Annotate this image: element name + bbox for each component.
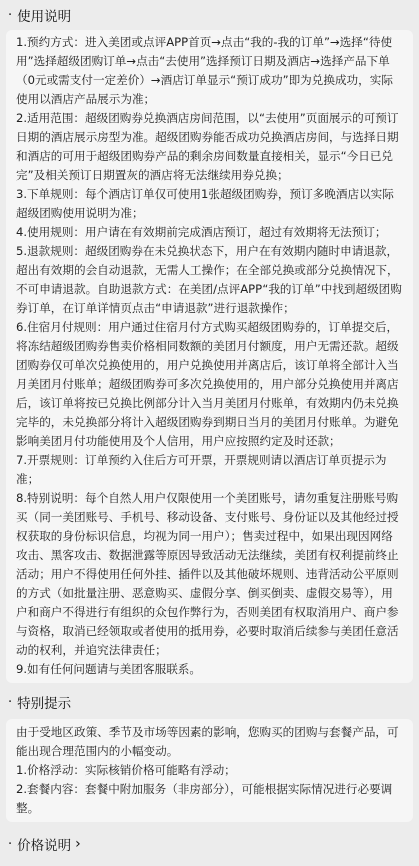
usage-item-6: 6.住宿月付规则：用户通过住宿月付方式购买超级团购券的，订单提交后，将冻结超级团购券售卖价格相同数额的美团月付额度，用户无需还款。超级团购券仅可单次兑换使用的，用户兑换使用并离店后，该订单将全部计入当月美团月付账单；超级团购券可多次兑换使用的，用户部分兑换使用并离店后，该订单将按已兑换比例部分计入当月美团月付账单，有效期内仍未兑换完毕的，未兑换部分将计入超级团购券到期日当月的美团月付账单。为避免影响美团月付功能使用及个人信用，用户应按照约定及时还款；: [16, 320, 399, 448]
tips-card: [6, 719, 413, 822]
tips-bullet-dot: ·: [8, 694, 13, 710]
usage-item-7: 7.开票规则：订单预约入住后方可开票，开票规则请以酒店订单页提示为准；: [16, 453, 387, 486]
price-title: 价格说明: [17, 838, 72, 854]
tips-intro: 由于受地区政策、季节及市场等因素的影响，您购买的团购与套餐产品，可能出现合理范围内的小幅变动。: [16, 725, 399, 758]
usage-bullet-dot: ·: [8, 7, 13, 23]
usage-item-5: 5.退款规则：超级团购券在未兑换状态下，用户在有效期内随时申请退款，超出有效期的会自动退款，无需人工操作；在全部兑换或部分兑换情况下，不可申请退款。自助退款方式：在美团/点评APP“我的订单”中找到超级团购券订单，在订单详情页点击“申请退款”进行退款操作；: [16, 244, 402, 315]
price-bullet-dot: ·: [8, 836, 13, 852]
usage-item-2: 2.适用范围：超级团购券兑换酒店房间范围，以“去使用”页面展示的可预订日期的酒店展示房型为准。超级团购券能否成功兑换酒店房间，与选择日期和酒店的可用于超级团购券产品的剩余房间数量直接相关，显示“今日已兑完”及相关预订日期置灰的酒店将无法继续用券兑换；: [16, 111, 399, 182]
usage-item-8: 8.特别说明：每个自然人用户仅限使用一个美团账号，请勿重复注册账号购买（同一美团账号、手机号、移动设备、支付账号、身份证以及其他经过授权获取的身份标识信息，均视为同一用户）；售卖过程中，如果出现因网络攻击、黑客攻击、数据泄露等原因导致活动无法继续，美团有权利提前终止活动；用户不得使用任何外挂、插件以及其他破坏规则、违背活动公平原则的方式（如批量注册、恶意购买、虚假分享、倒买倒卖、虚假交易等），用户和商户不得进行有组织的众包作弊行为，否则美团有权取消用户、商户参与资格，取消已经领取或者使用的抵用券，必要时取消后续参与美团任意活动的权利，并追究法律责任；: [16, 491, 399, 657]
price-section-header[interactable]: [0, 822, 419, 866]
tips-section-header: [0, 685, 419, 719]
chevron-right-icon: ›: [75, 836, 81, 852]
usage-section-header: [0, 0, 419, 30]
usage-item-1: 1.预约方式：进入美团或点评APP首页→点击“我的-我的订单”→选择“待使用”选择超级团购订单→点击“去使用”选择预订日期及酒店→选择产品下单（0元或需支付一定差价）→酒店订单显示“预订成功”即为兑换成功，实际使用以酒店产品展示为准；: [16, 35, 393, 106]
usage-title: 使用说明: [17, 9, 72, 25]
tips-item-2: 2.套餐内容：套餐中附加服务（非房部分），可能根据实际情况进行必要调整。: [16, 782, 393, 815]
tips-item-1: 1.价格浮动：实际核销价格可能略有浮动；: [16, 763, 236, 777]
tips-section: [0, 685, 419, 822]
tips-title: 特别提示: [17, 696, 72, 712]
usage-item-3: 3.下单规则：每个酒店订单仅可使用1张超级团购券，预订多晚酒店以实际超级团购使用说明为准；: [16, 187, 394, 220]
usage-card: [6, 30, 413, 683]
usage-item-9: 9.如有任何问题请与美团客服联系。: [16, 662, 201, 676]
usage-item-4: 4.使用规则：用户请在有效期前完成酒店预订，超过有效期将无法预订；: [16, 225, 387, 239]
